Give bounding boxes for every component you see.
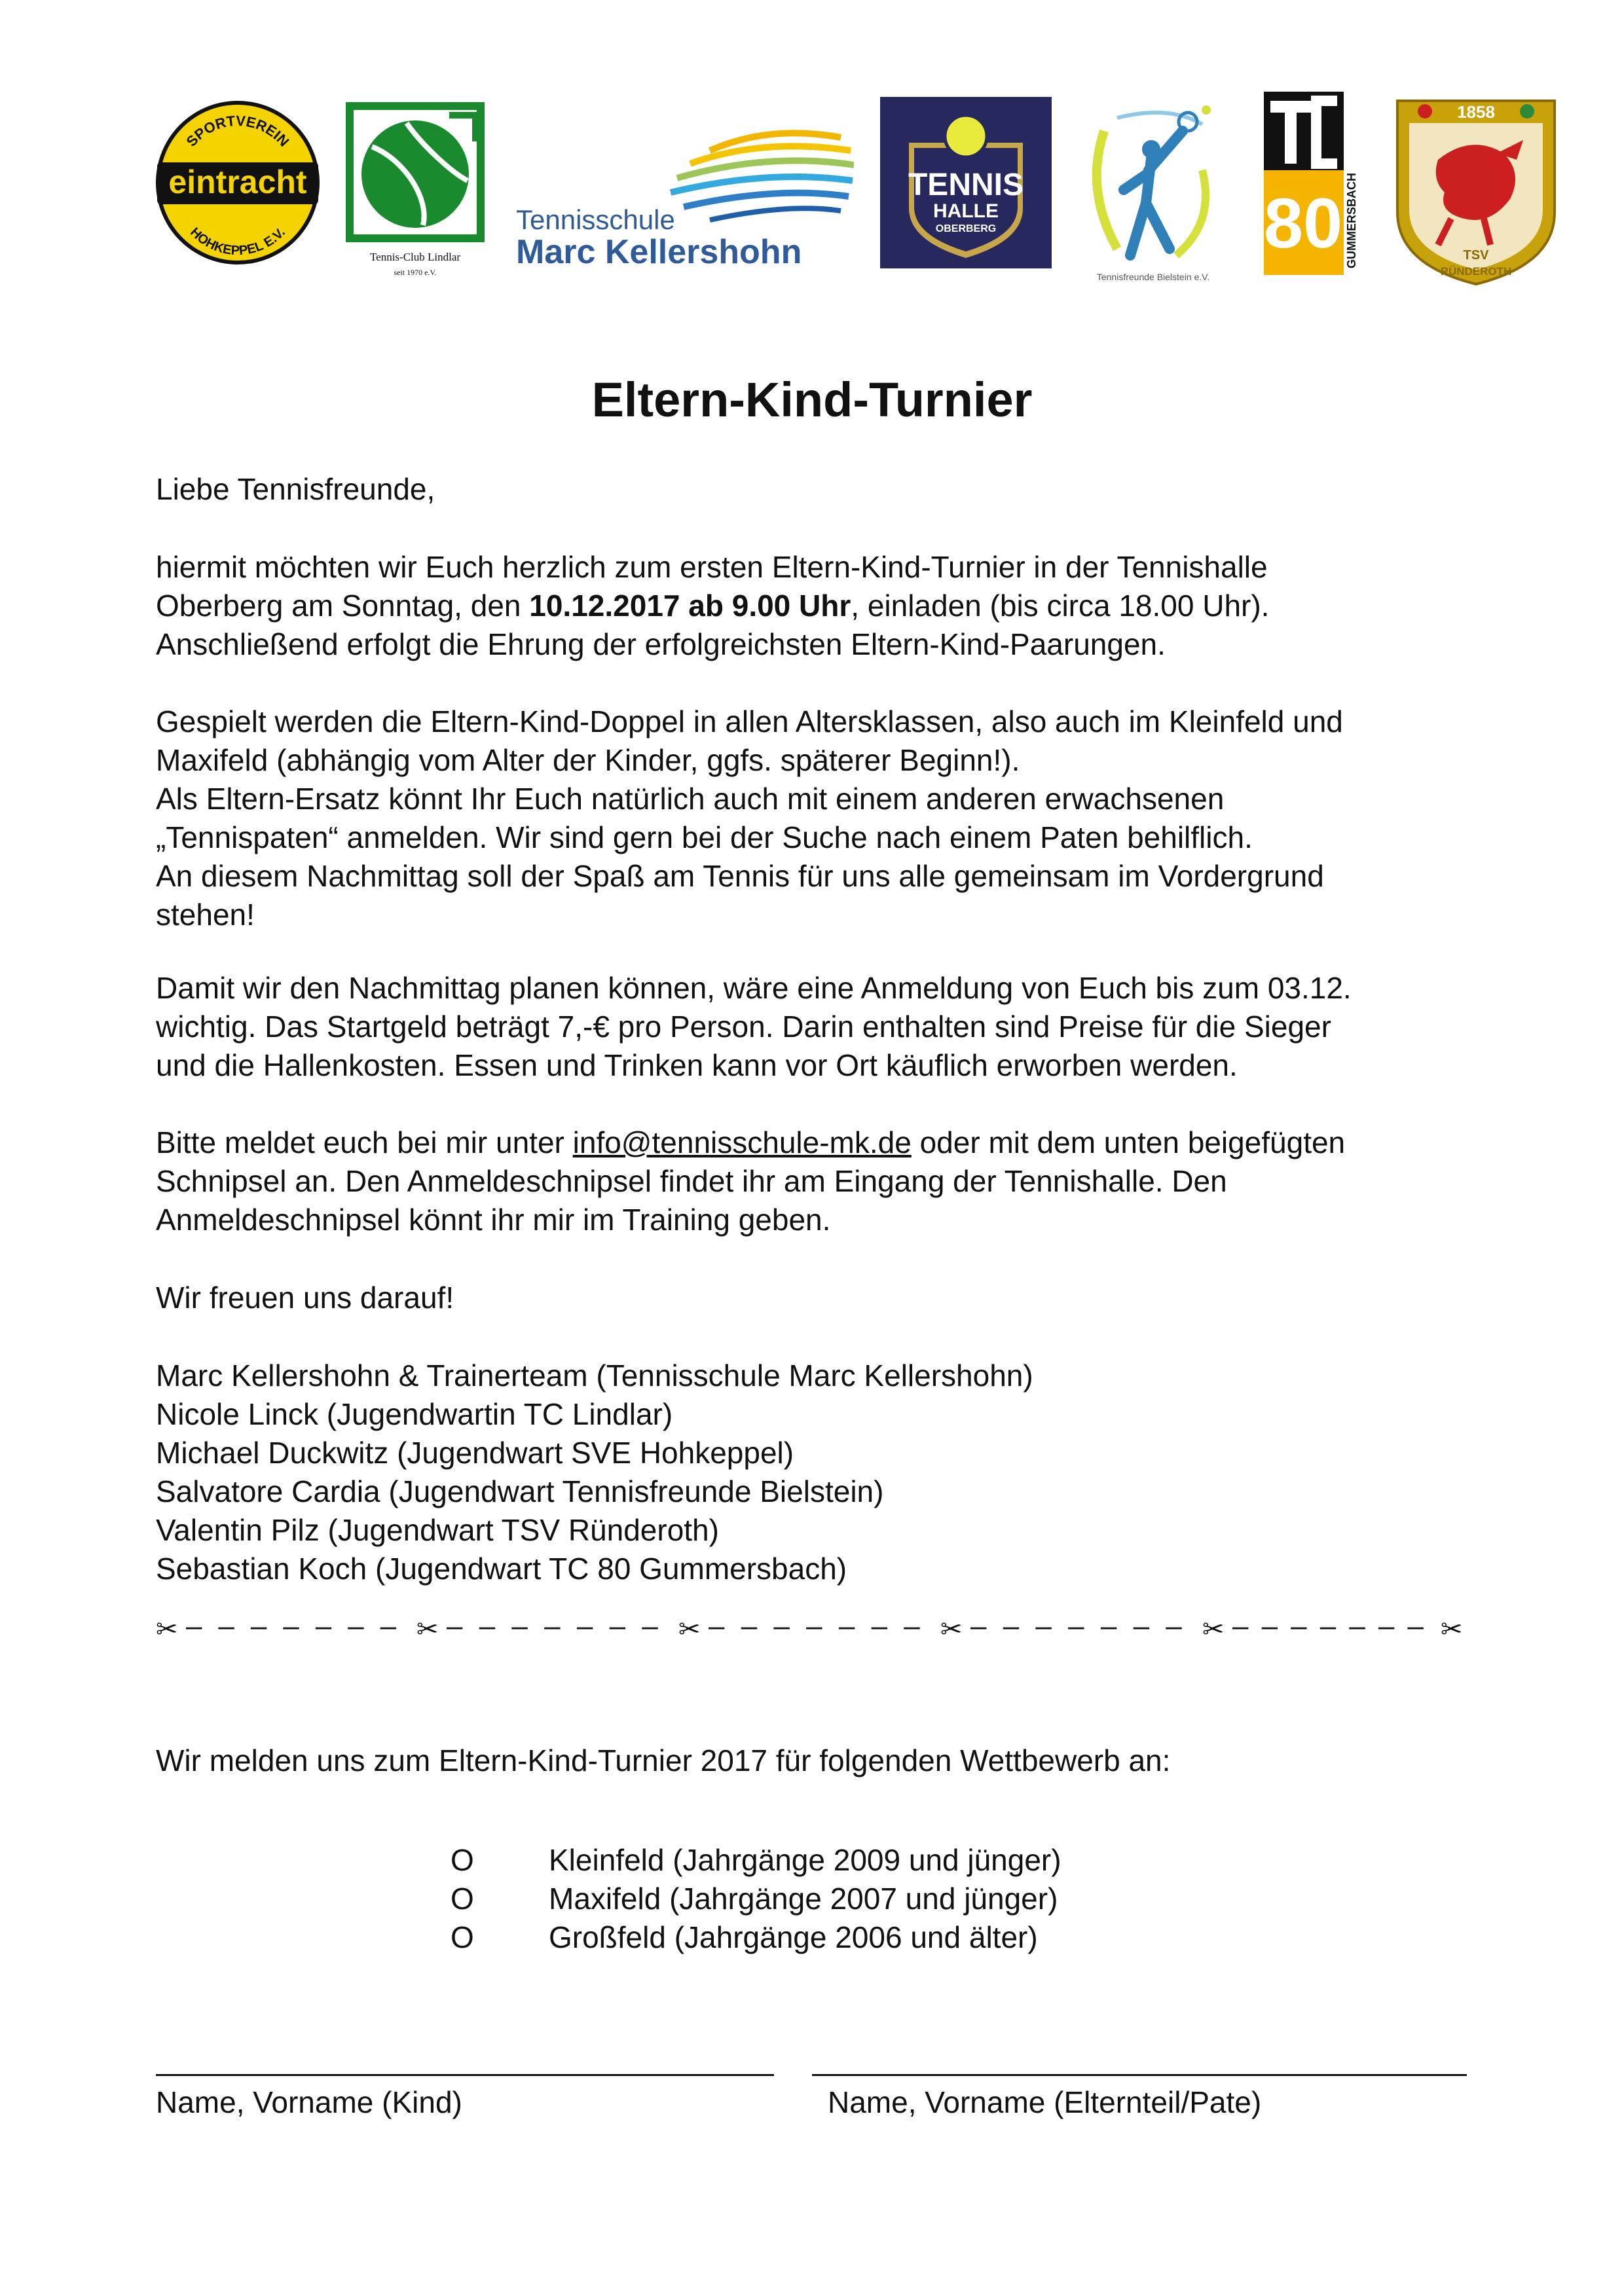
cut-dash: – [315,1616,332,1642]
cut-dash: – [1320,1616,1337,1642]
cut-dash: – [283,1616,299,1642]
scissors-icon: ✂ [416,1616,439,1642]
child-name-label: Name, Vorname (Kind) [156,2085,462,2119]
cut-dash: – [250,1616,267,1642]
cut-dash: – [709,1616,725,1642]
cut-dash: – [871,1616,888,1642]
tc-lindlar-since: seit 1970 e.V. [394,268,437,277]
tsv-runderoth-abbr: TSV [1463,248,1489,263]
cut-dash: – [609,1616,626,1642]
cut-dash: – [1407,1616,1424,1642]
maxifeld-checkbox[interactable]: O [451,1882,474,1916]
registration-info-paragraph: Damit wir den Nachmittag planen können, wäre eine Anmeldung von Euch bis zum 03.12. wichtig. Das Startgeld beträgt 7,-€ pro Person. Darin enthalten sind Preise für die Sieger und die Hallenkosten. Essen und Trinken kann vor Ort käuflich erworben werden. [156,971,1352,1082]
cut-dash: – [773,1616,790,1642]
tennishalle-oberberg-logo [880,97,1052,268]
cut-dash: – [642,1616,658,1642]
signature-list [156,1357,1531,1588]
scissors-icon: ✂ [678,1616,701,1642]
closing-line: Wir freuen uns darauf! [156,1281,454,1315]
kleinfeld-checkbox[interactable]: O [451,1843,474,1877]
parent-name-label: Name, Vorname (Elternteil/Pate) [828,2085,1262,2119]
th-oberberg-word3: OBERBERG [935,223,997,234]
cut-dash: – [576,1616,593,1642]
cut-dash: – [1349,1616,1365,1642]
cut-dash: – [970,1616,987,1642]
tennisfreunde-bielstein-logo [1078,92,1228,288]
sv-eintracht-bottom-text: HOHKEPPEL E.V. [187,225,288,259]
tc80-gummersbach-logo [1264,92,1363,275]
tennisschule-mk-logo [513,118,854,268]
cut-dash: – [544,1616,561,1642]
cut-dash: – [348,1616,364,1642]
grossfeld-label: Großfeld (Jahrgänge 2006 und älter) [549,1920,1038,1954]
cut-dash: – [904,1616,920,1642]
grossfeld-checkbox[interactable]: O [451,1920,474,1954]
greeting: Liebe Tennisfreunde, [156,472,435,506]
signature-item: Michael Duckwitz (Jugendwart SVE Hohkeppel) [156,1436,794,1470]
details-paragraph: Gespielt werden die Eltern-Kind-Doppel in allen Altersklassen, also auch im Kleinfeld und Maxifeld (abhängig vom Alter der Kinder, ggfs. späterer Beginn!). Als Eltern-Ersatz könnt Ihr Euch natürlich auch mit einem anderen erwachsenen „Tennispaten“ anmelden. Wir sind gern bei der Suche nach einem Paten behilflich. An diesem Nachmittag soll der Spaß am Tennis für uns alle gemeinsam im Vordergrund stehen! [156,704,1343,932]
scissors-icon: ✂ [156,1616,178,1642]
tc80-number: 80 [1264,183,1343,263]
cut-dash: – [1291,1616,1307,1642]
scissors-icon: ✂ [1441,1616,1463,1642]
th-oberberg-word1: TENNIS [908,168,1024,202]
cut-dash: – [1068,1616,1084,1642]
signature-item: Salvatore Cardia (Jugendwart Tennisfreunde Bielstein) [156,1474,884,1508]
registration-intro: Wir melden uns zum Eltern-Kind-Turnier 2017 für folgenden Wettbewerb an: [156,1743,1171,1777]
cut-dash: – [1003,1616,1020,1642]
cut-dash: – [1035,1616,1052,1642]
ts-mk-line2: Marc Kellershohn [516,233,802,268]
signature-item: Valentin Pilz (Jugendwart TSV Ründeroth) [156,1513,719,1547]
tsv-runderoth-name: RÜNDEROTH [1440,265,1512,278]
sv-eintracht-name: eintracht [168,164,307,200]
tsv-runderoth-logo [1392,88,1560,287]
parent-name-field[interactable] [812,2074,1467,2076]
page-title: Eltern-Kind-Turnier [591,373,1033,427]
maxifeld-label: Maxifeld (Jahrgänge 2007 und jünger) [549,1882,1058,1916]
tc-lindlar-logo [344,101,486,291]
signature-item: Sebastian Koch (Jugendwart TC 80 Gummersbach) [156,1552,847,1586]
cut-dash: – [218,1616,234,1642]
intro-paragraph: hiermit möchten wir Euch herzlich zum ersten Eltern-Kind-Turnier in der Tennishalle Oberberg am Sonntag, den 10.12.2017 ab 9.00 Uhr, einladen (bis circa 18.00 Uhr). Anschließend erfolgt die Ehrung der erfolgreichsten Eltern-Kind-Paarungen. [156,550,1270,661]
cut-dash: – [741,1616,758,1642]
cut-dash: – [1100,1616,1117,1642]
child-name-field[interactable] [156,2074,774,2076]
email-link[interactable]: info@tennisschule-mk.de [572,1125,912,1159]
th-oberberg-word2: HALLE [933,200,999,222]
cut-dash: – [838,1616,855,1642]
tc80-city: GUMMERSBACH [1345,173,1358,268]
cut-dash: – [1378,1616,1395,1642]
cut-dash: – [1232,1616,1249,1642]
signature-item: Nicole Linck (Jugendwartin TC Lindlar) [156,1397,673,1431]
logo-row [155,92,1560,295]
scissors-icon: ✂ [940,1616,963,1642]
cut-dash: – [380,1616,397,1642]
signature-item: Marc Kellershohn & Trainerteam (Tennisschule Marc Kellershohn) [156,1358,1033,1393]
event-date-time: 10.12.2017 ab 9.00 Uhr [529,589,851,623]
cut-dash: – [447,1616,463,1642]
cut-dash: – [511,1616,528,1642]
ts-mk-line1: Tennisschule [516,204,675,235]
sv-eintracht-logo [155,100,321,266]
kleinfeld-label: Kleinfeld (Jahrgänge 2009 und jünger) [549,1843,1061,1877]
scissors-icon: ✂ [1202,1616,1225,1642]
cut-dash: – [806,1616,822,1642]
cut-dash: – [186,1616,202,1642]
cut-dash: – [1166,1616,1182,1642]
tsv-runderoth-year: 1858 [1457,102,1495,122]
contact-paragraph: Bitte meldet euch bei mir unter info@tennisschule-mk.de oder mit dem unten beigefügten Schnipsel an. Den Anmeldeschnipsel findet ihr am Eingang der Tennishalle. Den Anmeldeschnipsel könnt ihr mir im Training geben. [156,1125,1346,1237]
cut-dash: – [1133,1616,1150,1642]
cut-dash: – [1261,1616,1278,1642]
tc-lindlar-name: Tennis-Club Lindlar [369,251,461,263]
cut-dash: – [479,1616,496,1642]
cut-line [156,1616,1467,1642]
sv-eintracht-top-text: SPORTVEREIN [183,112,293,150]
tf-bielstein-name: Tennisfreunde Bielstein e.V. [1096,272,1210,282]
